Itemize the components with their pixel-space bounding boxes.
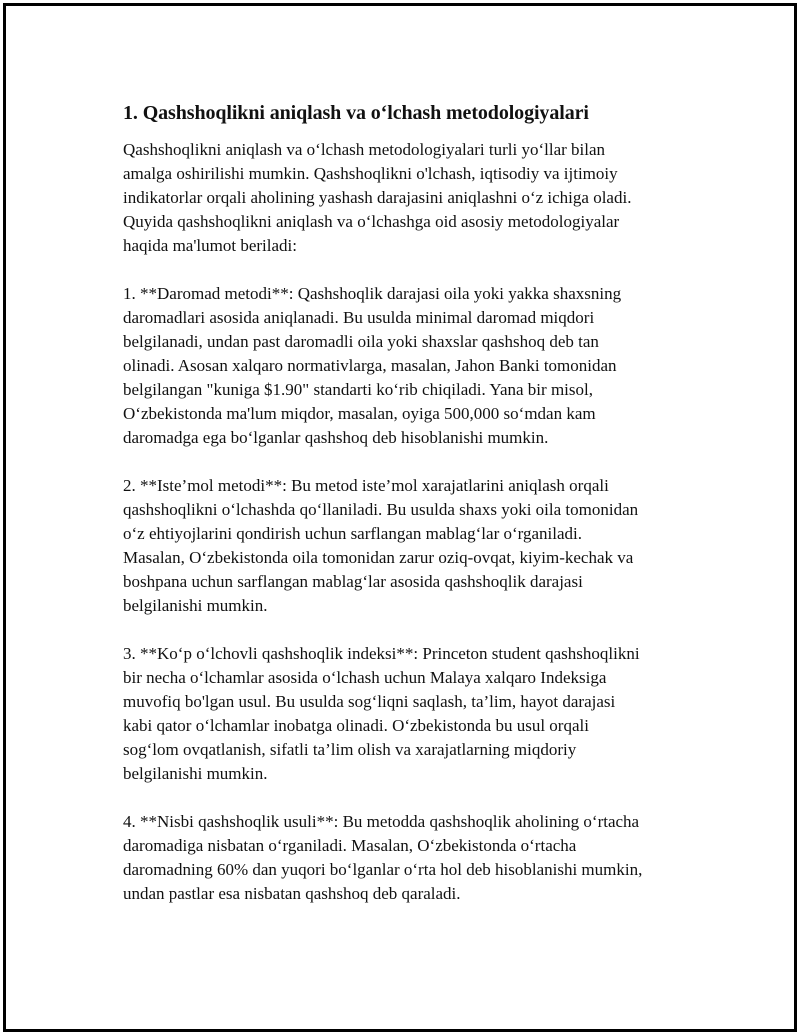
text-line: o‘z ehtiyojlarini qondirish uchun sarflangan mablag‘lar o‘rganiladi.: [123, 524, 583, 543]
text-line: belgilanishi mumkin.: [123, 596, 268, 615]
document-body: [123, 101, 703, 906]
text-line: belgilanishi mumkin.: [123, 764, 268, 783]
text-line: daromadlari asosida aniqlanadi. Bu usulda minimal daromad miqdori: [123, 308, 595, 327]
text-line: qashshoqlikni o‘lchashda qo‘llaniladi. Bu usulda shaxs yoki oila tomonidan: [123, 500, 639, 519]
text-line: belgilangan "kuniga $1.90" standarti ko‘rib chiqiladi. Yana bir misol,: [123, 380, 593, 399]
text-line: amalga oshirilishi mumkin. Qashshoqlikni o'lchash, iqtisodiy va ijtimoiy: [123, 164, 618, 183]
text-line: undan pastlar esa nisbatan qashshoq deb qaraladi.: [123, 884, 461, 903]
page-frame: [3, 3, 797, 1032]
intro-paragraph: [123, 138, 703, 258]
text-line: Quyida qashshoqlikni aniqlash va o‘lchashga oid asosiy metodologiyalar: [123, 212, 620, 231]
section-multidimensional-index: [123, 642, 703, 786]
text-line: belgilanadi, undan past daromadli oila yoki shaxslar qashshoq deb tan: [123, 332, 599, 351]
text-line: daromadning 60% dan yuqori bo‘lganlar o‘rta hol deb hisoblanishi mumkin,: [123, 860, 643, 879]
text-line: sog‘lom ovqatlanish, sifatli ta’lim olish va xarajatlarning miqdoriy: [123, 740, 577, 759]
text-line: 1. **Daromad metodi**: Qashshoqlik darajasi oila yoki yakka shaxsning: [123, 284, 622, 303]
section-income-method: [123, 282, 703, 450]
text-line: daromadga ega bo‘lganlar qashshoq deb hisoblanishi mumkin.: [123, 428, 549, 447]
text-line: Qashshoqlikni aniqlash va o‘lchash metodologiyalari turli yo‘llar bilan: [123, 140, 606, 159]
document-title: 1. Qashshoqlikni aniqlash va o‘lchash metodologiyalari: [123, 102, 589, 124]
text-line: O‘zbekistonda ma'lum miqdor, masalan, oyiga 500,000 so‘mdan kam: [123, 404, 596, 423]
text-line: Masalan, O‘zbekistonda oila tomonidan zarur oziq-ovqat, kiyim-kechak va: [123, 548, 634, 567]
text-line: indikatorlar orqali aholining yashash darajasini aniqlashni o‘z ichiga oladi.: [123, 188, 632, 207]
text-line: 2. **Iste’mol metodi**: Bu metod iste’mol xarajatlarini aniqlash orqali: [123, 476, 609, 495]
text-line: kabi qator o‘lchamlar inobatga olinadi. O‘zbekistonda bu usul orqali: [123, 716, 589, 735]
text-line: 4. **Nisbi qashshoqlik usuli**: Bu metodda qashshoqlik aholining o‘rtacha: [123, 812, 640, 831]
text-line: muvofiq bo'lgan usul. Bu usulda sog‘liqni saqlash, ta’lim, hayot darajasi: [123, 692, 616, 711]
text-line: 3. **Ko‘p o‘lchovli qashshoqlik indeksi**: Princeton student qashshoqlikni: [123, 644, 640, 663]
text-line: daromadiga nisbatan o‘rganiladi. Masalan, O‘zbekistonda o‘rtacha: [123, 836, 577, 855]
text-line: boshpana uchun sarflangan mablag‘lar asosida qashshoqlik darajasi: [123, 572, 583, 591]
text-line: haqida ma'lumot beriladi:: [123, 236, 297, 255]
section-consumption-method: [123, 474, 703, 618]
text-line: bir necha o‘lchamlar asosida o‘lchash uchun Malaya xalqaro Indeksiga: [123, 668, 607, 687]
text-line: olinadi. Asosan xalqaro normativlarga, masalan, Jahon Banki tomonidan: [123, 356, 617, 375]
section-relative-poverty: [123, 810, 703, 906]
